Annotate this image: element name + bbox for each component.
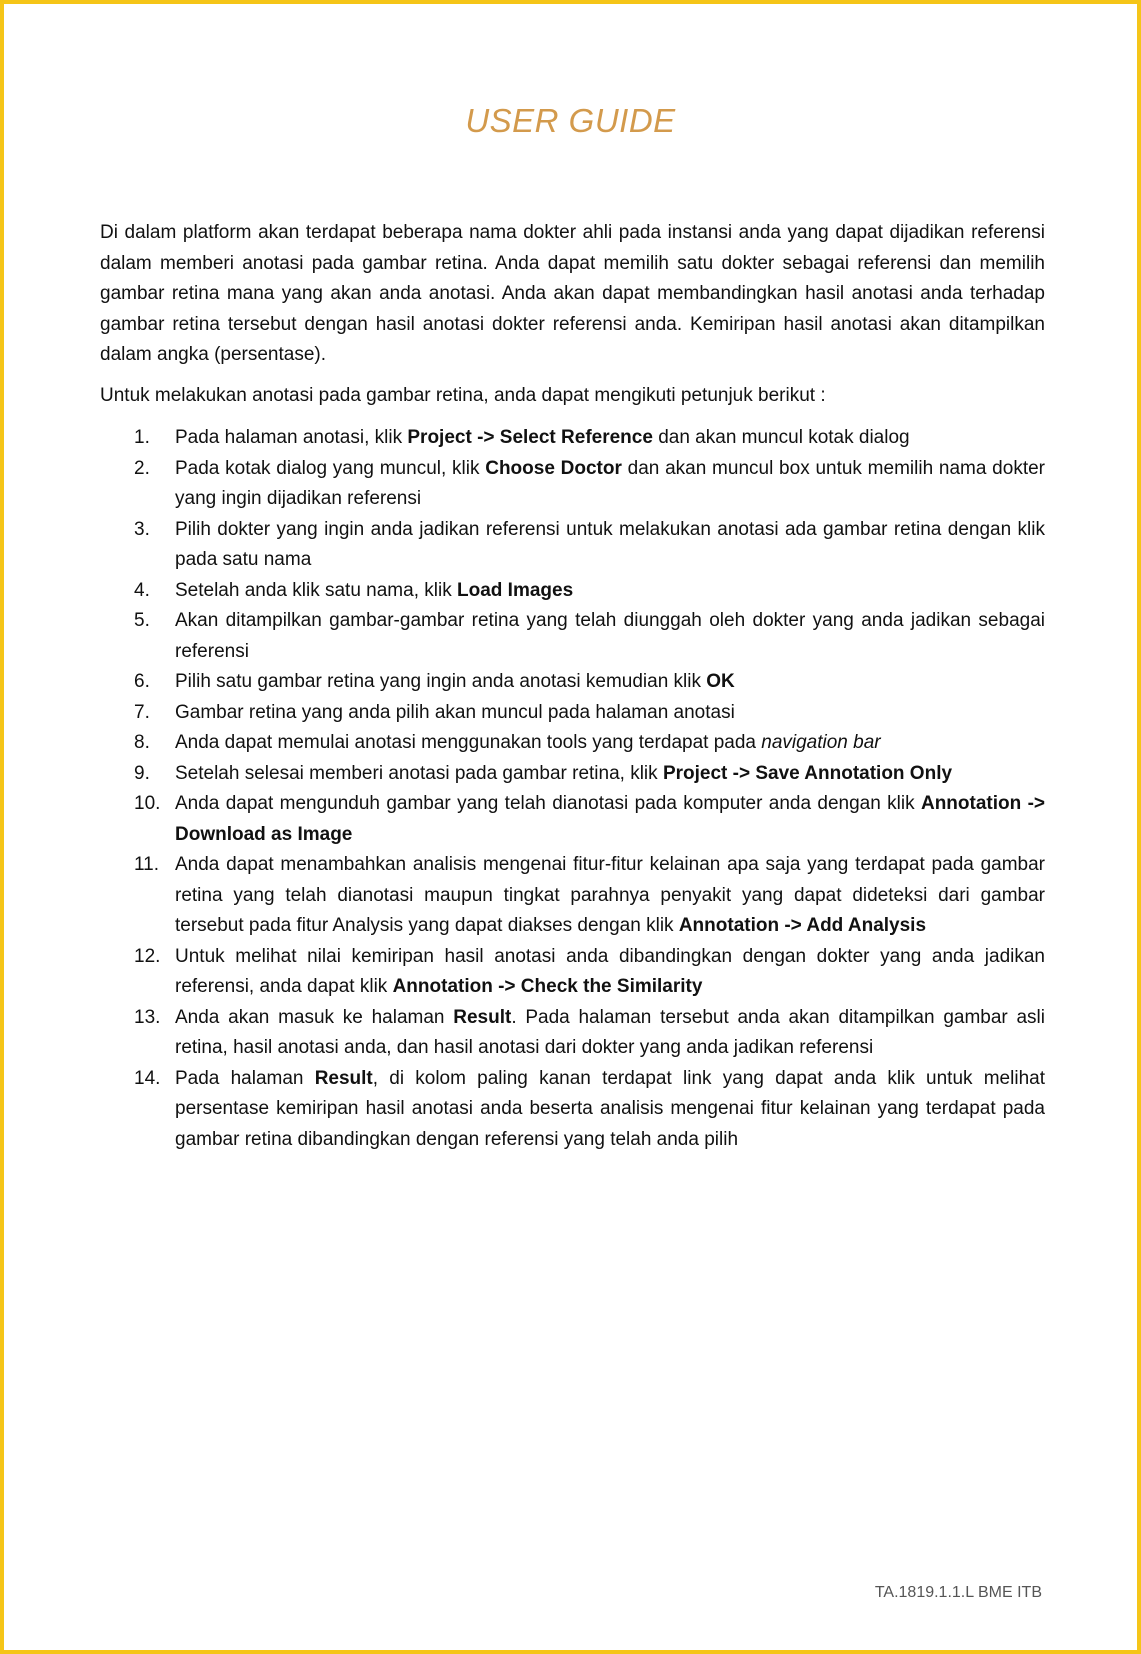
document-body [100,218,1045,1155]
step-item [100,667,1045,698]
step-text-bold: Project -> Save Annotation Only [662,762,953,784]
step-item [100,789,1045,850]
step-number: 13. [134,1006,161,1028]
step-text: Pada kotak dialog yang muncul, klik [175,457,486,479]
step-text: Setelah selesai memberi anotasi pada gambar retina, klik [175,762,663,784]
step-number: 8. [134,732,150,753]
step-text: Akan ditampilkan gambar-gambar retina yang telah diunggah oleh dokter yang anda jadikan sebagai referensi [175,610,1045,662]
step-item [100,454,1045,515]
step-item [100,942,1045,1003]
step-text: . Pada halaman tersebut anda akan ditampilkan gambar asli retina, hasil anotasi anda, dan hasil anotasi dari dokter yang anda jadikan referensi [175,1006,1045,1058]
step-text-bold: Annotation -> Check the Similarity [392,976,703,997]
step-number: 12. [134,945,161,967]
step-text: Pada halaman anotasi, klik [175,427,408,448]
step-text: Gambar retina yang anda pilih akan muncul pada halaman anotasi [175,701,735,723]
step-text: Pilih dokter yang ingin anda jadikan referensi untuk melakukan anotasi ada gambar retina dengan klik pada satu nama [175,518,1045,570]
step-text-bold: Annotation -> Add Analysis [678,915,927,936]
step-item [100,606,1045,667]
step-text-bold: Choose Doctor [485,457,622,479]
step-text: Untuk melihat nilai kemiripan hasil anotasi anda dibandingkan dengan dokter yang anda jadikan referensi, anda dapat klik [175,945,1045,997]
step-number: 7. [134,701,150,723]
step-item [100,698,1045,729]
step-number: 10. [134,793,161,814]
step-number: 3. [134,518,150,540]
step-number: 11. [134,854,160,875]
lead-paragraph: Untuk melakukan anotasi pada gambar retina, anda dapat mengikuti petunjuk berikut : [100,384,826,406]
step-text-bold: Result [453,1006,512,1028]
step-text: dan akan muncul box untuk memilih nama dokter yang ingin dijadikan referensi [175,457,1045,509]
intro-paragraph: Di dalam platform akan terdapat beberapa nama dokter ahli pada instansi anda yang dapat dijadikan referensi dalam memberi anotasi pada gambar retina. Anda dapat memilih satu dokter sebagai referensi dan memilih gambar retina mana yang akan anda anotasi. Anda akan dapat membandingkan hasil anotasi anda terhadap gambar retina tersebut dengan hasil anotasi dokter referensi anda. Kemiripan hasil anotasi akan ditampilkan dalam angka (persentase). [100,222,1045,365]
step-item [100,515,1045,576]
step-text: Anda akan masuk ke halaman [175,1006,454,1028]
step-text-bold: OK [706,671,735,692]
step-text: dan akan muncul kotak dialog [652,427,910,448]
step-item [100,1003,1045,1064]
steps-list [100,423,1045,1155]
step-text-bold: Annotation -> Download as Image [175,793,1045,845]
step-text-italic: navigation bar [761,732,881,753]
step-item [100,728,1045,759]
step-text: , di kolom paling kanan terdapat link yang dapat anda klik untuk melihat persentase kemiripan hasil anotasi anda beserta analisis mengenai fitur kelainan yang terdapat pada gambar retina dibandingkan dengan referensi yang telah anda pilih [175,1067,1045,1150]
page-title: USER GUIDE [465,102,676,139]
step-item [100,1064,1045,1156]
step-text: Setelah anda klik satu nama, klik [175,579,457,601]
step-text: Anda dapat mengunduh gambar yang telah dianotasi pada komputer anda dengan klik [175,793,921,814]
step-number: 6. [134,671,150,692]
step-item [100,576,1045,607]
step-text: Anda dapat menambahkan analisis mengenai fitur-fitur kelainan apa saja yang terdapat pada gambar retina yang telah dianotasi maupun tingkat parahnya penyakit yang dapat dideteksi dari gambar tersebut pada fitur Analysis yang dapat diakses dengan klik [175,854,1045,936]
step-number: 2. [134,457,150,479]
step-number: 5. [134,610,150,631]
step-text-bold: Load Images [457,579,574,601]
step-text: Pilih satu gambar retina yang ingin anda anotasi kemudian klik [175,671,707,692]
step-text: Pada halaman [175,1067,315,1089]
step-number: 9. [134,762,150,784]
step-number: 4. [134,579,150,601]
step-item [100,850,1045,942]
step-text-bold: Project -> Select Reference [407,427,653,448]
step-number: 14. [134,1067,161,1089]
footer-code: TA.1819.1.1.L BME ITB [874,1584,1042,1601]
step-text-bold: Result [314,1067,373,1089]
step-item [100,423,1045,454]
step-text: Anda dapat memulai anotasi menggunakan tools yang terdapat pada [175,732,762,753]
step-number: 1. [134,427,150,448]
step-item [100,759,1045,790]
